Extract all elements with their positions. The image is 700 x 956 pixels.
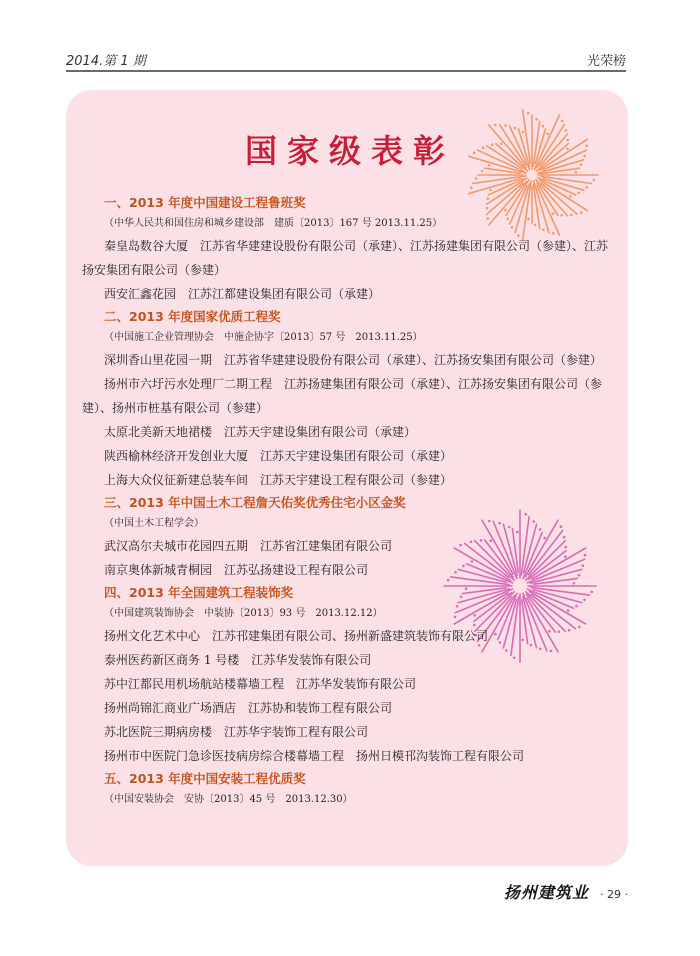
company-list: 江苏省华建建设股份有限公司（承建）、江苏扬建集团有限公司（参建）、江苏扬安集团有限公司（参建）	[82, 239, 609, 277]
company-list: 江苏扬建集团有限公司（承建）、江苏扬安集团有限公司（参建）、扬州市桩基有限公司（参建）	[82, 377, 603, 415]
award-entry	[82, 696, 620, 720]
page-footer	[504, 880, 628, 906]
award-entry	[82, 444, 620, 468]
award-entry	[82, 624, 620, 648]
section-source: （中国土木工程学会）	[104, 518, 204, 529]
project-name: 西安汇鑫花园	[104, 287, 177, 301]
award-entry	[82, 672, 620, 696]
project-name: 苏北医院三期病房楼	[104, 725, 213, 739]
award-entry	[82, 348, 620, 372]
project-name: 扬州文化艺术中心	[104, 629, 201, 643]
award-entry	[82, 744, 620, 768]
company-list: 江苏华发装饰有限公司	[251, 653, 372, 667]
section-title: 三、2013 年中国土木工程詹天佑奖优秀住宅小区金奖	[104, 495, 406, 510]
company-list: 江苏邗建集团有限公司、扬州新盛建筑装饰有限公司	[212, 629, 489, 643]
awards-list	[82, 192, 620, 810]
company-list: 江苏江都建设集团有限公司（承建）	[188, 287, 381, 301]
project-name: 扬州尚锦汇商业广场酒店	[104, 701, 237, 715]
award-entry	[82, 720, 620, 744]
award-entry	[82, 558, 620, 582]
award-entry	[82, 420, 620, 444]
page-number: · 29 ·	[600, 888, 628, 901]
award-section	[82, 192, 620, 306]
company-list: 江苏天宇建设工程有限公司（参建）	[260, 473, 453, 487]
project-name: 泰州医药新区商务 1 号楼	[104, 653, 240, 667]
company-list: 扬州日模邗沟装饰工程有限公司	[356, 749, 525, 763]
project-name: 上海大众仪征新建总装车间	[104, 473, 249, 487]
project-name: 深圳香山里花园一期	[104, 353, 213, 367]
award-section	[82, 582, 620, 768]
project-name: 扬州市六圩污水处理厂二期工程	[104, 377, 273, 391]
section-title: 五、2013 年度中国安装工程优质奖	[104, 771, 306, 786]
company-list: 江苏天宇建设集团有限公司（承建）	[260, 449, 453, 463]
company-list: 江苏协和装饰工程有限公司	[248, 701, 393, 715]
project-name: 太原北美新天地裙楼	[104, 425, 213, 439]
section-source: （中华人民共和国住房和城乡建设部 建质〔2013〕167 号 2013.11.25）	[104, 218, 443, 229]
award-entry	[82, 234, 620, 282]
section-source: （中国建筑装饰协会 中装协〔2013〕93 号 2013.12.12）	[104, 608, 383, 619]
company-list: 江苏华发装饰有限公司	[296, 677, 417, 691]
section-source: （中国安装协会 安协〔2013〕45 号 2013.12.30）	[104, 794, 353, 805]
section-title: 二、2013 年度国家优质工程奖	[104, 309, 281, 324]
award-entry	[82, 534, 620, 558]
award-entry	[82, 648, 620, 672]
section-label: 光荣榜	[586, 54, 626, 69]
project-name: 陕西榆林经济开发创业大厦	[104, 449, 249, 463]
project-name: 秦皇岛数谷大厦	[104, 239, 189, 253]
award-entry	[82, 372, 620, 420]
project-name: 扬州市中医院门急诊医技病房综合楼幕墙工程	[104, 749, 345, 763]
award-section	[82, 492, 620, 582]
award-entry	[82, 468, 620, 492]
company-list: 江苏弘扬建设工程有限公司	[224, 563, 369, 577]
page-title: 国家级表彰	[244, 132, 455, 170]
section-title: 四、2013 年全国建筑工程装饰奖	[104, 585, 294, 600]
award-section	[82, 306, 620, 492]
company-list: 江苏省江建集团有限公司	[260, 539, 393, 553]
project-name: 武汉高尔夫城市花园四五期	[104, 539, 249, 553]
award-section	[82, 768, 620, 810]
issue-label: 2014.第 1 期	[66, 54, 146, 69]
section-title: 一、2013 年度中国建设工程鲁班奖	[104, 195, 306, 210]
header-rule	[66, 70, 626, 72]
award-entry	[82, 282, 620, 306]
magazine-logo: 扬州建筑业	[503, 883, 589, 902]
project-name: 南京奥体新城青桐园	[104, 563, 213, 577]
company-list: 江苏华宇装饰工程有限公司	[224, 725, 369, 739]
project-name: 苏中江都民用机场航站楼幕墙工程	[104, 677, 285, 691]
page-header	[66, 48, 626, 74]
company-list: 江苏天宇建设集团有限公司（承建）	[224, 425, 417, 439]
company-list: 江苏省华建建设股份有限公司（承建）、江苏扬安集团有限公司（参建）	[224, 353, 603, 367]
section-source: （中国施工企业管理协会 中施企协字〔2013〕57 号 2013.11.25）	[104, 332, 423, 343]
